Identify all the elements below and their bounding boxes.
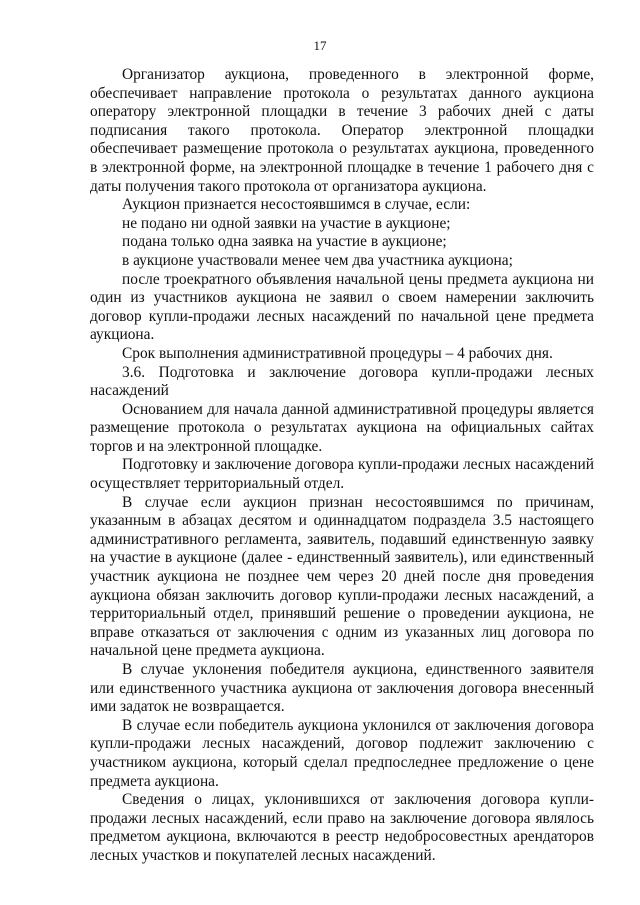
paragraph: В случае уклонения победителя аукциона, единственного заявителя или единственного участника аукциона от заключения договора внесенный ими задаток не возвращается. <box>90 661 594 716</box>
paragraph: Подготовку и заключение договора купли-продажи лесных насаждений осуществляет территориальный отдел. <box>90 456 594 493</box>
paragraph: В случае если аукцион признан несостоявшимся по причинам, указанным в абзацах десятом и одиннадцатом подраздела 3.5 настоящего административного регламента, заявитель, подавший единственную заявку на участие в аукционе (далее - единственный заявитель), или единственный участник аукциона не позднее чем через 20 дней после дня проведения аукциона обязан заключить договор купли-продажи лесных насаждений, а территориальный отдел, принявший решение о проведении аукциона, не вправе отказаться от заключения с одним из указанных лиц договора по начальной цене предмета аукциона. <box>90 493 594 660</box>
list-item: после троекратного объявления начальной цены предмета аукциона ни один из участников аукциона не заявил о своем намерении заключить договор купли-продажи лесных насаждений по начальной цене предмета аукциона. <box>90 270 594 344</box>
paragraph: В случае если победитель аукциона уклонился от заключения договора купли-продажи лесных насаждений, договор подлежит заключению с участником аукциона, который сделал предпоследнее предложение о цене предмета аукциона. <box>90 716 594 790</box>
list-item: подана только одна заявка на участие в аукционе; <box>122 233 447 251</box>
paragraph: Сведения о лицах, уклонившихся от заключения договора купли-продажи лесных насаждений, если право на заключение договора являлось предметом аукциона, включаются в реестр недобросовестных арендаторов лесных участков и покупателей лесных насаждений. <box>90 791 594 864</box>
document-body <box>90 66 594 866</box>
paragraph: Срок выполнения административной процедуры – 4 рабочих дня. <box>122 344 553 362</box>
section-heading: 3.6. Подготовка и заключение договора купли-продажи лесных насаждений <box>90 363 594 400</box>
list-item: в аукционе участвовали менее чем два участника аукциона; <box>122 251 513 269</box>
paragraph: Организатор аукциона, проведенного в электронной форме, обеспечивает направление протокола о результатах данного аукциона оператору электронной площадки в течение 3 рабочих дней с даты подписания такого протокола. Оператор электронной площадки обеспечивает размещение протокола о результатах аукциона, проведенного в электронной форме, на электронной площадке в течение 1 рабочего дня с даты получения такого протокола от организатора аукциона. <box>90 66 594 195</box>
page-number: 17 <box>313 38 327 53</box>
paragraph: Основанием для начала данной административной процедуры является размещение протокола о результатах аукциона на официальных сайтах торгов и на электронной площадке. <box>90 400 594 455</box>
list-item: не подано ни одной заявки на участие в аукционе; <box>122 214 451 232</box>
paragraph: Аукцион признается несостоявшимся в случае, если: <box>122 196 471 214</box>
